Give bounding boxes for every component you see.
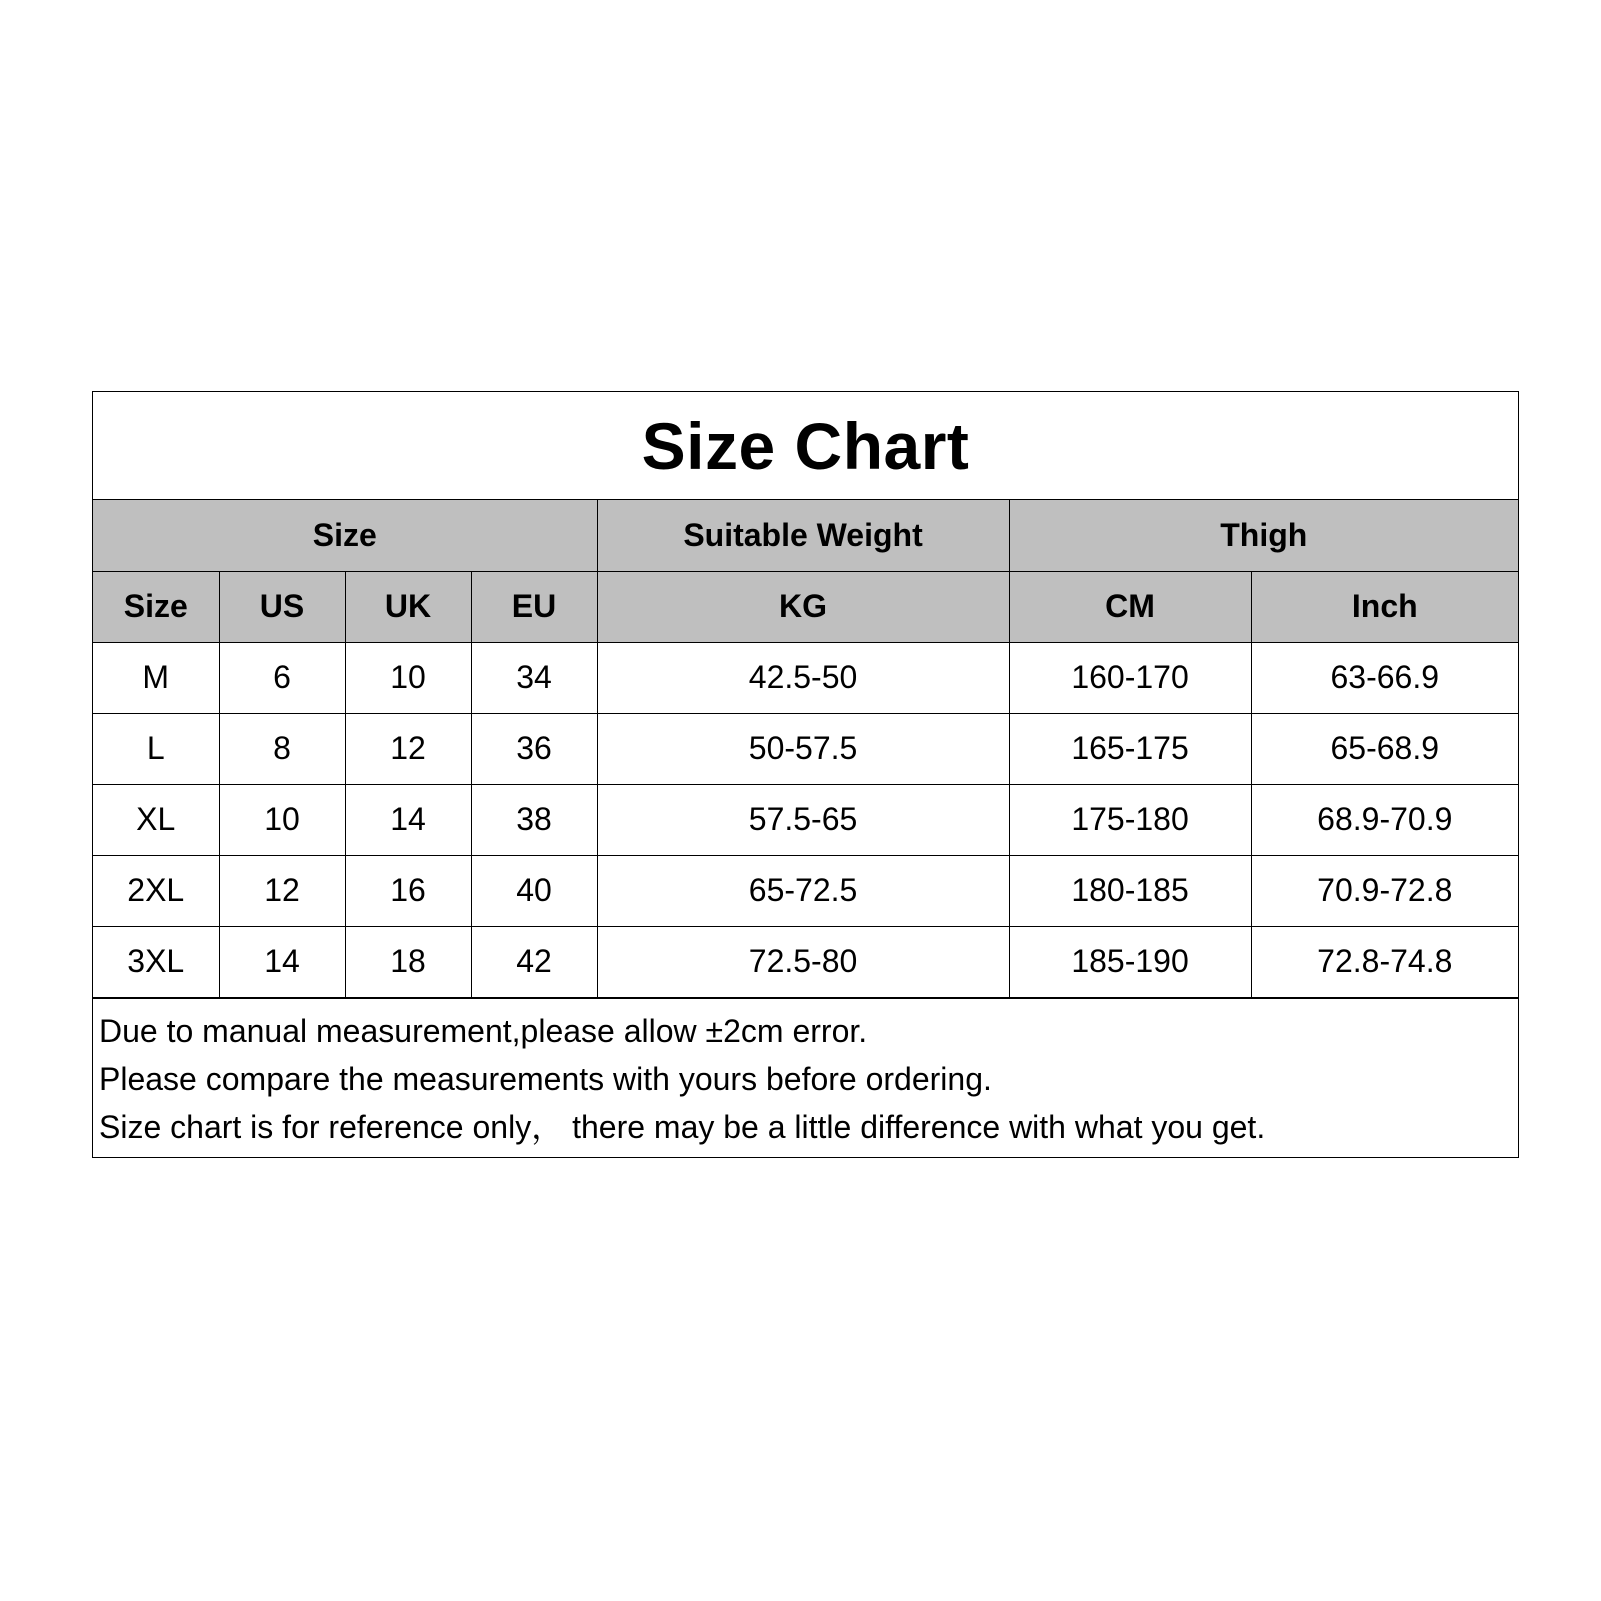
table-row (93, 784, 1518, 855)
page-title: Size Chart (641, 408, 970, 483)
cell-uk: 16 (345, 855, 471, 926)
cell-uk: 18 (345, 926, 471, 997)
cell-eu: 34 (471, 642, 597, 713)
cell-cm: 175-180 (1009, 784, 1251, 855)
group-header-size: Size (93, 500, 597, 571)
table-row (93, 713, 1518, 784)
cell-cm: 180-185 (1009, 855, 1251, 926)
cell-uk: 14 (345, 784, 471, 855)
cell-eu: 40 (471, 855, 597, 926)
cell-kg: 42.5-50 (597, 642, 1009, 713)
table-row (93, 642, 1518, 713)
title-row (93, 392, 1518, 500)
size-table (93, 500, 1518, 998)
group-header-weight: Suitable Weight (597, 500, 1009, 571)
cell-size: L (93, 713, 219, 784)
size-chart-sheet (92, 391, 1519, 1158)
cell-eu: 38 (471, 784, 597, 855)
cell-us: 12 (219, 855, 345, 926)
cell-size: M (93, 642, 219, 713)
note-line: Please compare the measurements with yours before ordering. (99, 1060, 992, 1097)
cell-inch: 68.9-70.9 (1251, 784, 1518, 855)
cell-kg: 50-57.5 (597, 713, 1009, 784)
group-header-thigh: Thigh (1009, 500, 1518, 571)
cell-us: 14 (219, 926, 345, 997)
cell-us: 8 (219, 713, 345, 784)
cell-uk: 10 (345, 642, 471, 713)
group-header-row (93, 500, 1518, 571)
cell-size: 2XL (93, 855, 219, 926)
column-header-kg: KG (597, 571, 1009, 642)
cell-cm: 185-190 (1009, 926, 1251, 997)
column-header-uk: UK (345, 571, 471, 642)
column-header-cm: CM (1009, 571, 1251, 642)
cell-inch: 65-68.9 (1251, 713, 1518, 784)
table-row (93, 855, 1518, 926)
cell-eu: 36 (471, 713, 597, 784)
cell-kg: 72.5-80 (597, 926, 1009, 997)
notes-section (93, 998, 1518, 1157)
note-line: Size chart is for reference only， there may be a little difference with what you get. (99, 1108, 1266, 1145)
cell-inch: 63-66.9 (1251, 642, 1518, 713)
cell-inch: 70.9-72.8 (1251, 855, 1518, 926)
cell-size: 3XL (93, 926, 219, 997)
cell-us: 10 (219, 784, 345, 855)
sub-header-row (93, 571, 1518, 642)
cell-kg: 65-72.5 (597, 855, 1009, 926)
table-row (93, 926, 1518, 997)
cell-kg: 57.5-65 (597, 784, 1009, 855)
cell-eu: 42 (471, 926, 597, 997)
cell-uk: 12 (345, 713, 471, 784)
cell-us: 6 (219, 642, 345, 713)
column-header-eu: EU (471, 571, 597, 642)
column-header-us: US (219, 571, 345, 642)
note-line: Due to manual measurement,please allow ±2cm error. (99, 1012, 868, 1049)
cell-cm: 160-170 (1009, 642, 1251, 713)
column-header-inch: Inch (1251, 571, 1518, 642)
cell-cm: 165-175 (1009, 713, 1251, 784)
cell-inch: 72.8-74.8 (1251, 926, 1518, 997)
cell-size: XL (93, 784, 219, 855)
column-header-size: Size (93, 571, 219, 642)
